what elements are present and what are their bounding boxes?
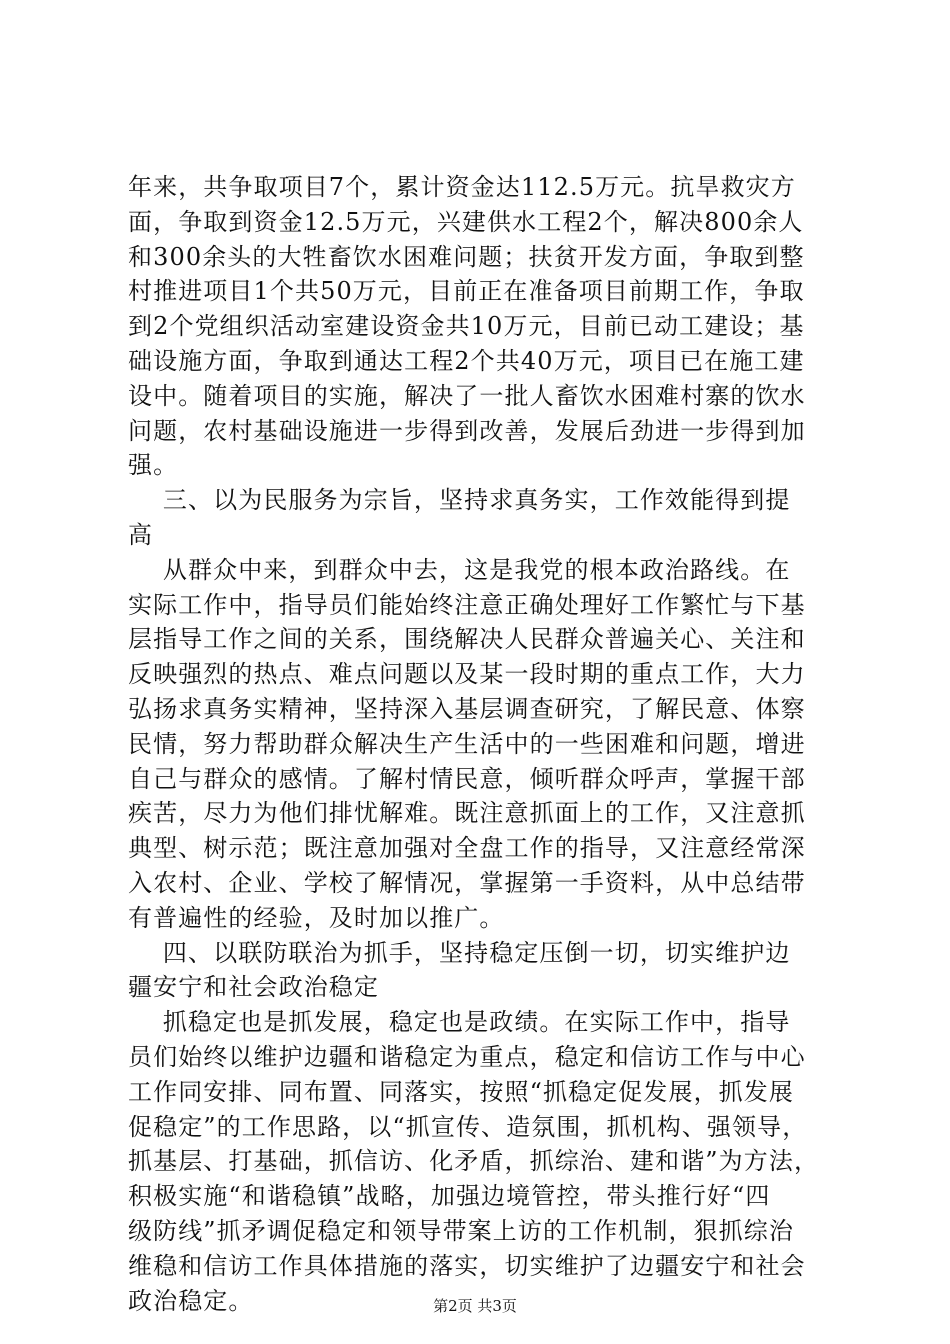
- text-line: 层指导工作之间的关系，围绕解决人民群众普遍关心、关注和: [128, 625, 806, 654]
- page-footer: 第2页 共3页: [433, 1297, 517, 1315]
- text-line: 村推进项目1个共50万元，目前正在准备项目前期工作，争取: [128, 277, 805, 306]
- text-line: 工作同安排、同布置、同落实，按照“抓稳定促发展，抓发展: [128, 1077, 794, 1106]
- text-line: 年来，共争取项目7个，累计资金达112.5万元。抗旱救灾方: [128, 173, 796, 201]
- text-line: 和300余头的大牲畜饮水困难问题；扶贫开发方面，争取到整: [128, 242, 805, 271]
- text-line: 民情，努力帮助群众解决生产生活中的一些困难和问题，增进: [128, 729, 806, 758]
- text-line: 弘扬求真务实精神，坚持深入基层调查研究，了解民意、体察: [128, 694, 806, 723]
- text-line: 维稳和信访工作具体措施的落实，切实维护了边疆安宁和社会: [128, 1251, 806, 1280]
- text-line: 典型、树示范；既注意加强对全盘工作的指导，又注意经常深: [128, 834, 806, 863]
- text-line: 三、以为民服务为宗旨，坚持求真务实，工作效能得到提: [128, 486, 791, 515]
- text-line: 实际工作中，指导员们能始终注意正确处理好工作繁忙与下基: [128, 590, 806, 619]
- text-line: 疾苦，尽力为他们排忧解难。既注意抓面上的工作，又注意抓: [128, 799, 806, 828]
- text-line: 高: [128, 520, 154, 549]
- text-line: 疆安宁和社会政治稳定: [128, 973, 379, 1002]
- text-line: 到2个党组织活动室建设资金共10万元，目前已动工建设；基: [128, 312, 805, 341]
- text-line: 反映强烈的热点、难点问题以及某一段时期的重点工作，大力: [128, 660, 806, 689]
- text-line: 面，争取到资金12.5万元，兴建供水工程2个，解决800余人: [128, 207, 804, 236]
- text-line: 政治稳定。: [128, 1286, 254, 1315]
- text-line: 积极实施“和谐稳镇”战略，加强边境管控，带头推行好“四: [128, 1182, 771, 1211]
- text-line: 抓稳定也是抓发展，稳定也是政绩。在实际工作中，指导: [128, 1008, 791, 1037]
- body-text: [128, 170, 828, 1318]
- text-line: 有普遍性的经验，及时加以推广。: [128, 903, 505, 932]
- text-line: 促稳定”的工作思路，以“抓宣传、造氛围，抓机构、强领导，: [128, 1112, 808, 1141]
- text-line: 设中。随着项目的实施，解决了一批人畜饮水困难村寨的饮水: [128, 381, 806, 410]
- text-line: 入农村、企业、学校了解情况，掌握第一手资料，从中总结带: [128, 868, 806, 897]
- text-line: 员们始终以维护边疆和谐稳定为重点，稳定和信访工作与中心: [128, 1042, 806, 1071]
- text-line: 自己与群众的感情。了解村情民意，倾听群众呼声，掌握干部: [128, 764, 806, 793]
- text-line: 础设施方面，争取到通达工程2个共40万元，项目已在施工建: [128, 346, 805, 375]
- text-line: 抓基层、打基础，抓信访、化矛盾，抓综治、建和谐”为方法，: [128, 1147, 820, 1176]
- text-line: 四、以联防联治为抓手，坚持稳定压倒一切，切实维护边: [128, 938, 791, 967]
- text-line: 级防线”抓矛调促稳定和领导带案上访的工作机制，狠抓综治: [128, 1216, 794, 1245]
- text-line: 问题，农村基础设施进一步得到改善，发展后劲进一步得到加: [128, 416, 806, 445]
- text-line: 强。: [128, 451, 179, 480]
- text-line: 从群众中来，到群众中去，这是我党的根本政治路线。在: [128, 555, 791, 584]
